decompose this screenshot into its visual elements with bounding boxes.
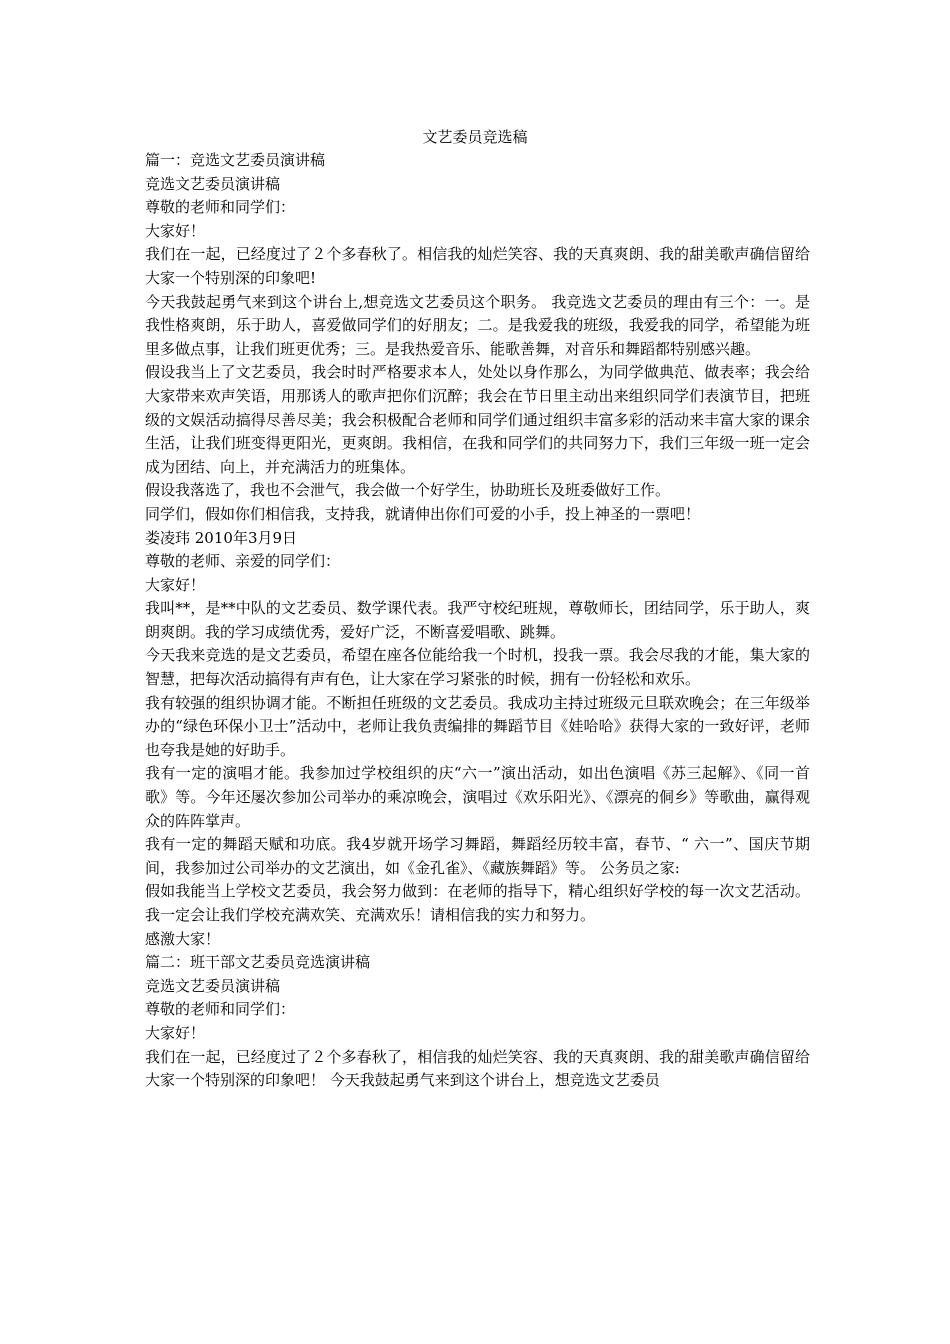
paragraph: 今天我来竞选的是文艺委员，希望在座各位能给我一个时机，投我一票。我会尽我的才能，集大家的智慧，把每次活动搞得有声有色，让大家在学习紧张的时候，拥有一份轻松和欢乐。: [145, 646, 810, 689]
paragraph: 尊敬的老师和同学们：: [145, 1000, 296, 1019]
paragraph: 我有一定的舞蹈天赋和功底。我4岁就开场学习舞蹈，舞蹈经历较丰富，春节、“ 六一”、国庆节期间，我参加过公司举办的文艺演出，如《金孔雀》、《藏族舞蹈》等。 公务员之家:: [145, 835, 810, 877]
paragraph: 娄凌玮 2010年3月9日: [145, 528, 298, 547]
paragraph: 我们在一起，已经度过了２个多春秋了。相信我的灿烂笑容、我的天真爽朗、我的甜美歌声确信留给大家一个特别深的印象吧!: [145, 245, 810, 287]
paragraph: 尊敬的老师、亲爱的同学们：: [145, 552, 341, 571]
paragraph: 我有较强的组织协调才能。不断担任班级的文艺委员。我成功主持过班级元旦联欢晚会；在三年级举办的“绿色环保小卫士”活动中，老师让我负责编排的舞蹈节目《娃哈哈》获得大家的一致好评，老师也夸我是她的好助手。: [145, 693, 810, 759]
paragraph: 竞选文艺委员演讲稿: [145, 174, 281, 193]
section-heading: 篇二：班干部文艺委员竞选演讲稿: [145, 953, 371, 972]
paragraph: 今天我鼓起勇气来到这个讲台上,想竞选文艺委员这个职务。 我竞选文艺委员的理由有三个：一。是我性格爽朗，乐于助人，喜爱做同学们的好朋友；二。是我爱我的班级，我爱我的同学，希望能为班里多做点事，让我们班更优秀；三。是我热爱音乐、能歌善舞，对音乐和舞蹈都特别感兴趣。: [145, 292, 810, 358]
paragraph: 篇一：竞选文艺委员演讲稿: [145, 151, 326, 169]
document-title: 文艺委员竞选稿: [422, 128, 528, 146]
paragraph: 尊敬的老师和同学们：: [145, 198, 296, 217]
paragraph: 大家好！: [145, 1023, 206, 1042]
paragraph: 假设我当上了文艺委员，我会时时严格要求本人，处处以身作那么，为同学做典范、做表率；我会给大家带来欢声笑语，用那诱人的歌声把你们沉醉；我会在节日里主动出来组织同学们表演节目，把班级的文娱活动搞得尽善尽美；我会积极配合老师和同学们通过组织丰富多彩的活动来丰富大家的课余生活，让我们班变得更阳光，更爽朗。我相信，在我和同学们的共同努力下，我们三年级一班一定会成为团结、向上，并充满活力的班集体。: [145, 363, 810, 476]
paragraph: 我们在一起，已经度过了２个多春秋了，相信我的灿烂笑容、我的天真爽朗、我的甜美歌声确信留给大家一个特别深的印象吧！ 今天我鼓起勇气来到这个讲台上，想竞选文艺委员: [145, 1047, 810, 1090]
paragraph: 大家好！: [145, 575, 206, 594]
paragraph: 大家好！: [145, 221, 206, 240]
paragraph: 我叫**，是**中队的文艺委员、数学课代表。我严守校纪班规，尊敬师长，团结同学，乐于助人，爽朗爽朗。我的学习成绩优秀，爱好广泛，不断喜爱唱歌、跳舞。: [145, 599, 810, 641]
paragraph: 同学们，假如你们相信我，支持我，就请伸出你们可爱的小手，投上神圣的一票吧！: [145, 504, 701, 523]
paragraph: 竞选文艺委员演讲稿: [145, 976, 281, 995]
document-body: [145, 149, 810, 1093]
paragraph: 假设我落选了，我也不会泄气，我会做一个好学生，协助班长及班委做好工作。: [145, 481, 671, 500]
paragraph: 我有一定的演唱才能。我参加过学校组织的庆“六一”演出活动，如出色演唱《苏三起解》、《同一首歌》等。今年还屡次参加公司举办的乘凉晚会，演唱过《欢乐阳光》、《漂亮的侗乡》等歌曲，赢得观众的阵阵掌声。: [145, 764, 810, 830]
paragraph: 假如我能当上学校文艺委员，我会努力做到：在老师的指导下，精心组织好学校的每一次文艺活动。我一定会让我们学校充满欢笑、充满欢乐！请相信我的实力和努力。: [145, 882, 810, 924]
paragraph: 感激大家！: [145, 929, 221, 948]
